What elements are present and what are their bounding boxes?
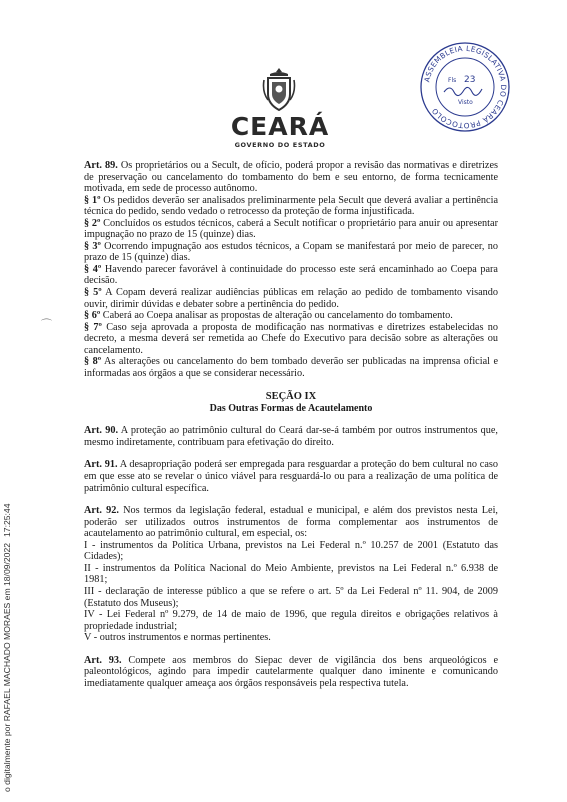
- brand-wordmark: CEARÁ: [230, 112, 330, 141]
- art89-paragraph-1: § 1º Os pedidos deverão ser analisados preliminarmente pela Secult que deverá avaliar a pertinência técnica do pedido, sendo vedado o retrocesso da proteção de forma injustificada.: [84, 194, 498, 218]
- section-subtitle: Das Outras Formas de Acautelamento: [209, 403, 373, 415]
- article-92: Art. 92. Nos termos da legislação federal, estadual e municipal, e além dos previstos nesta Lei, poderão ser utilizados outros instrumentos de forma complementar aos instrumentos de acautelamento ao patrimônio cultural, em especial, os:: [84, 505, 498, 540]
- digital-signature-text: o digitalmente por RAFAEL MACHADO MORAES em 18/09/2022: [2, 542, 12, 792]
- article-92-item: II - instrumentos da Política Nacional do Meio Ambiente, previstos na Lei Federal n.º 6.938 de 1981;: [84, 562, 498, 586]
- article-92-item: III - declaração de interesse público a que se refere o art. 5º da Lei Federal nº 11. 904, de 2009 (Estatuto dos Museus);: [84, 585, 498, 609]
- art89-paragraph-3: § 3º Ocorrendo impugnação aos estudos técnicos, a Copam se manifestará por meio de parecer, no prazo de 15 (quinze) dias.: [84, 240, 498, 264]
- stamp-visto-label: Visto: [458, 99, 473, 106]
- stamp-fls-value: 23: [464, 75, 476, 85]
- brand-subtitle: GOVERNO DO ESTADO: [234, 141, 326, 149]
- art89-paragraph-5: § 5º A Copam deverá realizar audiências públicas em relação ao pedido de tombamento visando ouvir, dirimir dúvidas e debater sobre a pertinência do pedido.: [84, 287, 499, 310]
- art89-paragraph-4: § 4º Havendo parecer favorável à continuidade do processo este será encaminhado ao Coepa para decisão.: [84, 263, 498, 287]
- stamp-fls-label: Fls: [448, 77, 457, 84]
- stamp-ring-text: ASSEMBLEIA LEGISLATIVA DO CEARÁ PROTOCOLO: [422, 43, 509, 131]
- digital-signature-time: 17:25:44: [2, 503, 12, 537]
- article-92-item: I - instrumentos da Política Urbana, previstos na Lei Federal n.º 10.257 de 2001 (Estatuto das Cidades);: [84, 539, 498, 563]
- article-90: Art. 90. A proteção ao patrimônio cultural do Ceará dar-se-á também por outros instrumentos que, mesmo indiretamente, contribuam para efetivação do direito.: [84, 425, 498, 448]
- article-92-item: V - outros instrumentos e normas pertinentes.: [84, 632, 271, 644]
- protocol-stamp: [418, 40, 512, 134]
- article-92-item: IV - Lei Federal nº 9.279, de 14 de maio de 1996, que regula direitos e obrigações relativos à propriedade industrial;: [84, 609, 498, 632]
- art89-paragraph-8: § 8º As alterações ou cancelamento do bem tombado deverão ser publicadas na imprensa oficial e informadas aos órgãos a que se considerar necessário.: [84, 356, 498, 379]
- art89-paragraph-6: § 6º Caberá ao Coepa analisar as propostas de alteração ou cancelamento do tombamento.: [84, 310, 453, 322]
- stamp-signature-scribble: [444, 87, 482, 95]
- digital-signature-note: [2, 492, 14, 792]
- svg-text:ASSEMBLEIA LEGISLATIVA DO CEAR: [422, 44, 508, 130]
- margin-mark: ⌒: [41, 318, 52, 331]
- document-body: [84, 160, 498, 689]
- article-93: Art. 93. Compete aos membros do Siepac dever de vigilância dos bens arqueológicos e paleontológicos, agindo para impedir cautelarmente qualquer dano iminente e comunicando imediatamente qualquer ameaça aos órgãos responsáveis pela respectiva tutela.: [84, 654, 499, 689]
- state-coat-of-arms-icon: [262, 66, 296, 112]
- art89-paragraph-2: § 2º Concluídos os estudos técnicos, caberá a Secult notificar o proprietário para anuir ou apresentar impugnação no prazo de 15 (quinze) dias.: [84, 217, 498, 241]
- article-89: Art. 89. Os proprietários ou a Secult, de ofício, poderá propor a revisão das normativas e diretrizes de preservação ou cancelamento do tombamento do bem e seu entorno, de forma tecnicamente motivada, em sede de processo autônomo.: [84, 160, 498, 195]
- article-91: Art. 91. A desapropriação poderá ser empregada para resguardar a proteção do bem cultural no caso em que esse ato se revelar o único viável para resguardá-lo ou para a realização de uma política de patrimônio cultural específica.: [84, 459, 498, 494]
- section-title: SEÇÃO IX: [265, 391, 317, 403]
- art89-paragraph-7: § 7º Caso seja aprovada a proposta de modificação nas normativas e diretrizes estabelecidas no decreto, a mesma deverá ser remetida ao Chefe do Executivo para decisão sobre as alterações ou cancelamento.: [84, 321, 498, 356]
